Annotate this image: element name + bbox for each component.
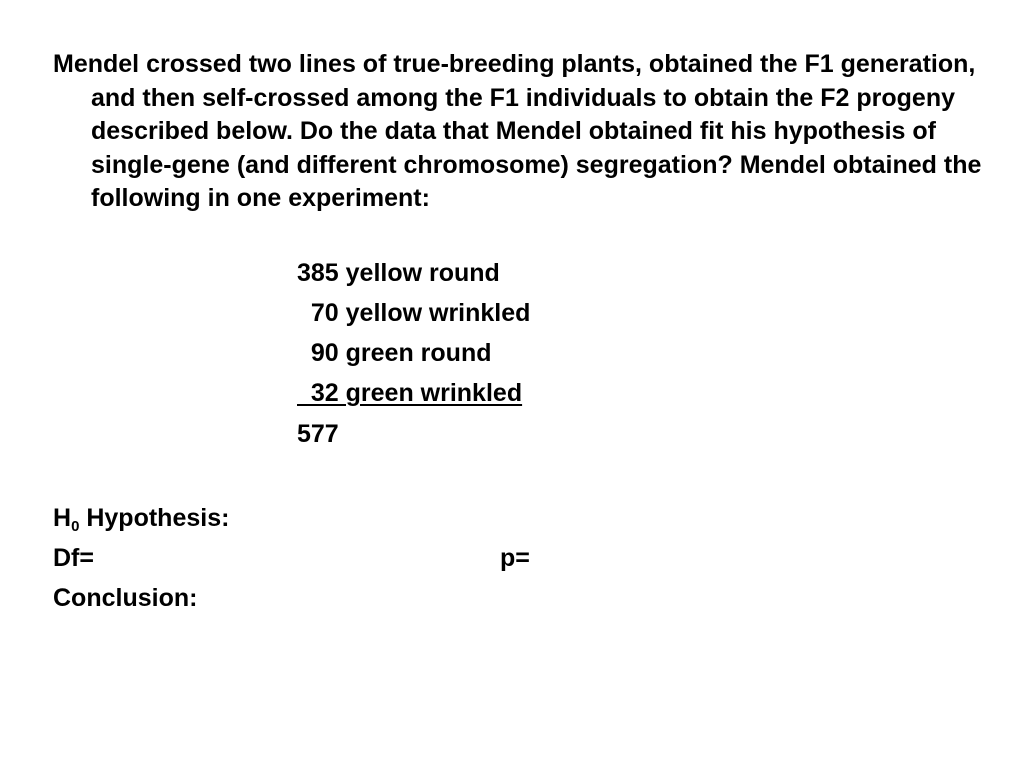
hypothesis-label (53, 503, 229, 533)
result-total: 577 (297, 420, 339, 448)
result-yellow-round: 385 yellow round (297, 259, 500, 287)
conclusion-label: Conclusion: (53, 584, 198, 612)
result-yellow-wrinkled: 70 yellow wrinkled (297, 299, 531, 327)
problem-statement: Mendel crossed two lines of true-breeding plants, obtained the F1 generation, and then self-crossed among the F1 individuals to obtain the F2 progeny described below. Do the data that Mendel obtained fit his hypothesis of single-gene (and different chromosome) segregation? Mendel obtained the following in one experiment: (53, 50, 982, 213)
df-label: Df= (53, 544, 94, 572)
hypothesis-letter: H (53, 504, 72, 532)
result-green-round: 90 green round (297, 339, 492, 367)
hypothesis-subscript: 0 (71, 518, 80, 535)
hypothesis-text: Hypothesis: (79, 504, 230, 532)
p-value-label: p= (500, 544, 530, 572)
result-green-wrinkled: 32 green wrinkled (297, 379, 523, 407)
